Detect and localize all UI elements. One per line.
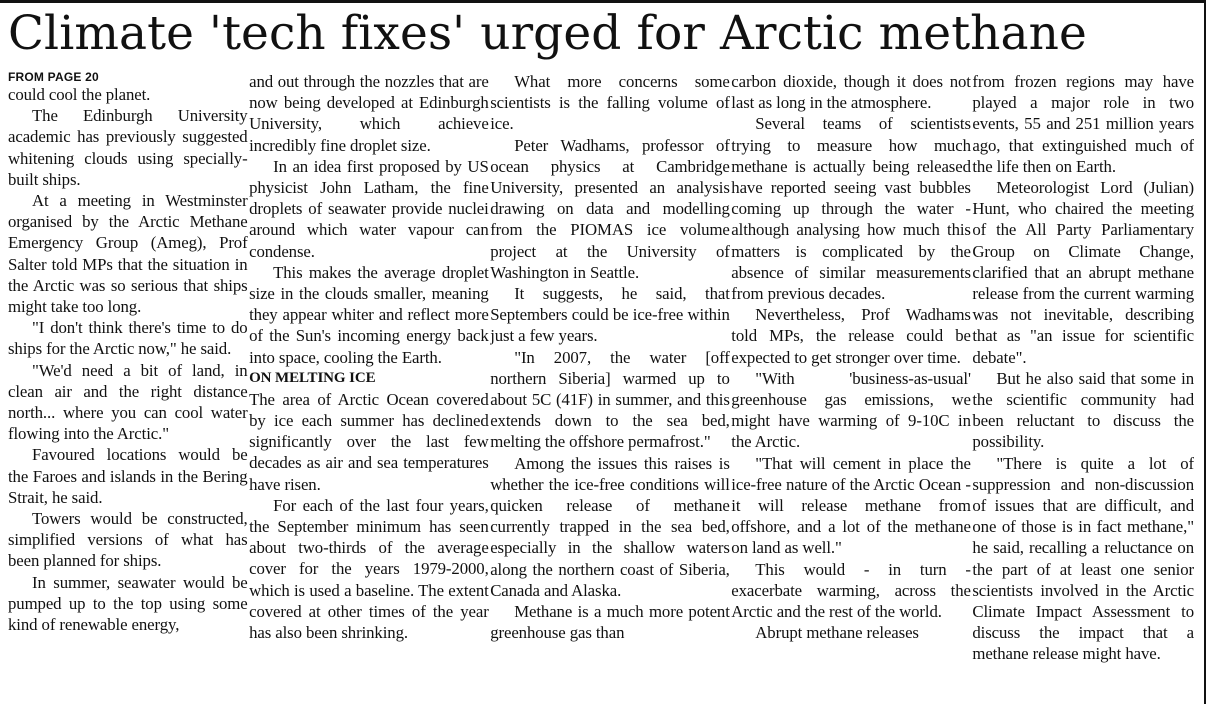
paragraph: What more concerns some scientists is the falling volume of ice. [490,72,730,134]
paragraph: It suggests, he said, that Septembers could be ice-free within just a few years. [490,284,730,346]
paragraph: This makes the average droplet size in the clouds smaller, meaning they appear whiter and reflect more of the Sun's incoming energy back into space, cooling the Earth. [249,262,489,367]
paragraph: "There is quite a lot of suppression and non-discussion of issues that are difficult, and one of those is in fact methane," he said, recalling a reluctance on the part of at least one senior scientists involved in the Arctic Climate Impact Assessment to discuss the impact that a methane release might have. [972,453,1194,664]
column-5 [972,71,1194,704]
column-body [490,71,730,643]
paragraph: In an idea first proposed by US physicist John Latham, the fine droplets of seawater provide nuclei around which water vapour can condense. [249,156,489,261]
paragraph: Among the issues this raises is whether the ice-free conditions will quicken release of methane currently trapped in the sea bed, especially in the shallow waters along the northern coast of Siberia, Canada and Alaska. [490,453,730,600]
paragraph: from frozen regions may have played a major role in two events, 55 and 251 million years ago, that extinguished much of the life then on Earth. [972,72,1194,176]
paragraph: "I don't think there's time to do ships for the Arctic now," he said. [8,318,248,359]
kicker: FROM PAGE 20 [8,71,99,84]
paragraph: Several teams of scientists trying to measure how much methane is actually being released have reported seeing vast bubbles coming up through the water - although analysing how much this matters is complicated by the absence of similar measurements from previous decades. [731,114,971,304]
paragraph: Methane is a much more potent greenhouse gas than [490,602,730,643]
paragraph: Nevertheless, Prof Wadhams told MPs, the release could be expected to get stronger over time. [731,305,971,367]
paragraph: At a meeting in Westminster organised by the Arctic Methane Emergency Group (Ameg), Prof Salter told MPs that the situation in the Arctic was so serious that ships might take too long. [8,191,248,317]
paragraph: "That will cement in place the ice-free nature of the Arctic Ocean - it will release methane from offshore, and a lot of the methane on land as well." [731,453,971,558]
paragraph: carbon dioxide, though it does not last as long in the atmosphere. [731,72,971,113]
top-rule [0,0,1206,3]
paragraph: and out through the nozzles that are now being developed at Edinburgh University, which achieve incredibly fine droplet size. [249,72,489,155]
paragraph: Meteorologist Lord (Julian) Hunt, who chaired the meeting of the All Party Parliamentary Group on Climate Change, clarified that an abrupt methane release from the current warming was not inevitable, describing that as "an issue for scientific debate". [972,178,1194,367]
column-1 [8,71,248,704]
headline: Climate 'tech fixes' urged for Arctic methane [8,6,1087,61]
paragraph: But he also said that some in the scientific community had been reluctant to discuss the possibility. [972,368,1194,452]
paragraph: Peter Wadhams, professor of ocean physics at Cambridge University, presented an analysis drawing on data and modelling from the PIOMAS ice volume project at the University of Washington in Seattle. [490,135,730,282]
column-3 [490,71,730,704]
paragraph: Favoured locations would be the Faroes and islands in the Bering Strait, he said. [8,445,248,507]
column-4 [731,71,971,704]
column-body [8,84,248,635]
column-body [731,71,971,643]
paragraph: This would - in turn - exacerbate warming, across the Arctic and the rest of the world. [731,559,971,622]
paragraph: Abrupt methane releases [755,623,919,643]
paragraph: "With 'business-as-usual' greenhouse gas emissions, we might have warming of 9-10C in the Arctic. [731,368,971,452]
column-body [249,71,489,643]
paragraph: could cool the planet. [8,85,151,104]
paragraph: In summer, seawater would be pumped up to the top using some kind of renewable energy, [8,572,248,635]
paragraph: "We'd need a bit of land, in clean air and the right distance north... where you can cool water flowing into the Arctic." [8,360,248,444]
article-columns [8,71,1194,704]
paragraph: For each of the last four years, the September minimum has seen about two-thirds of the average cover for the years 1979-2000, which is used a baseline. The extent covered at other times of the year has also been shrinking. [249,495,489,643]
paragraph: Towers would be constructed, simplified versions of what has been planned for ships. [8,509,248,571]
paragraph: "In 2007, the water [off northern Siberia] warmed up to about 5C (41F) in summer, and this extends down to the sea bed, melting the offshore permafrost." [490,347,730,452]
subhead: ON MELTING ICE [249,369,376,386]
paragraph: The area of Arctic Ocean covered by ice each summer has declined significantly over the last few decades as air and sea temperatures have risen. [249,389,489,494]
column-body [972,71,1194,665]
column-2 [249,71,489,704]
paragraph: The Edinburgh University academic has previously suggested whitening clouds using specially-built ships. [8,106,248,189]
